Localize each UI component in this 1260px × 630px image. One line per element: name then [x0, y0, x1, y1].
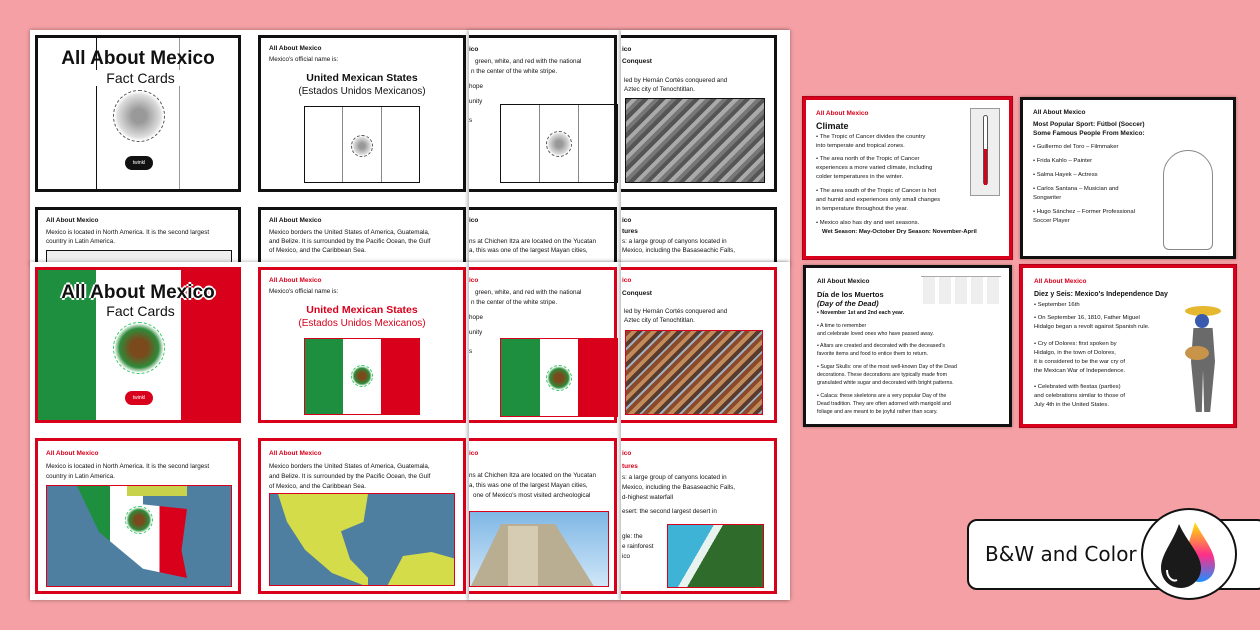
- card-text: Mexico borders the United States of America, Guatemala,: [269, 229, 430, 236]
- card-text: the Mexican War of Independence.: [1034, 368, 1126, 374]
- color-flag-card: [469, 267, 617, 423]
- card-text: • Carlos Santana – Musician and: [1033, 186, 1119, 192]
- card-text: and humid and experiences only small changes: [816, 197, 941, 203]
- card-text: • Celebrated with fiestas (parties): [1034, 384, 1121, 390]
- frida-kahlo-drawing: [1163, 150, 1213, 250]
- coat-of-arms-icon: [546, 131, 572, 157]
- card-header: ico: [469, 217, 479, 224]
- card-text: unity: [469, 329, 483, 336]
- card-text: gle: the: [622, 533, 643, 540]
- color-official-name-card: [258, 267, 466, 423]
- twinkl-logo: twinkl: [125, 391, 153, 405]
- card-text: • Guillermo del Toro – Filmmaker: [1033, 144, 1119, 150]
- card-text: Aztec city of Tenochtitlan.: [624, 317, 695, 324]
- ink-drops-icon: [1141, 508, 1237, 600]
- card-text: granulated white sugar and decorated with bright patterns.: [817, 380, 954, 386]
- card-text: and celebrate loved ones who have passed away.: [817, 331, 934, 337]
- card-text: Songwriter: [1033, 195, 1062, 201]
- color-page-3: [621, 262, 790, 600]
- card-text: hope: [469, 314, 484, 321]
- card-title: Some Famous People From Mexico:: [1033, 130, 1145, 137]
- famous-people-card: [1020, 97, 1236, 259]
- bw-conquest-card: [621, 35, 777, 192]
- official-name: United Mexican States: [306, 304, 418, 316]
- card-text: • On September 16, 1810, Father Miguel: [1034, 315, 1140, 321]
- card-header: ico: [469, 450, 479, 457]
- card-text: • Mexico also has dry and wet seasons.: [816, 220, 920, 226]
- card-text: July 4th in the United States.: [1034, 402, 1109, 408]
- card-text: and celebrations similar to those of: [1034, 393, 1126, 399]
- card-text: and Belize. It is surrounded by the Pacific Ocean, the Gulf: [269, 238, 431, 245]
- card-text: country in Latin America.: [46, 473, 115, 480]
- card-text: a, this was one of the largest Mayan cities,: [469, 247, 588, 254]
- card-text: ns at Chichen Itza are located on the Yucatan: [469, 472, 596, 479]
- central-america-map-image: [269, 493, 455, 586]
- color-page-2: [469, 262, 621, 600]
- card-text: decorations. These decorations are typically made from: [817, 372, 948, 378]
- cover-subtitle: Fact Cards: [106, 303, 175, 319]
- card-text: • Salma Hayek – Actress: [1033, 172, 1098, 178]
- coat-of-arms-icon: [125, 506, 153, 534]
- card-text: Mexico, including the Basaseachic Falls,: [622, 247, 736, 254]
- card-text: Hidalgo, in the town of Dolores,: [1034, 350, 1116, 356]
- card-text: • November 1st and 2nd each year.: [817, 310, 905, 316]
- card-text: into temperate and tropical zones.: [816, 143, 905, 149]
- card-text: • Frida Kahlo – Painter: [1033, 158, 1093, 164]
- bw-official-name-card: [258, 35, 466, 192]
- card-text: Mexico is located in North America. It is the second largest: [46, 463, 210, 470]
- card-header: ico: [622, 46, 632, 53]
- card-text: of Mexico, and the Caribbean Sea.: [269, 247, 366, 254]
- official-name-spanish: (Estados Unidos Mexicanos): [298, 318, 426, 329]
- card-header: All About Mexico: [46, 217, 99, 224]
- official-name-spanish: (Estados Unidos Mexicanos): [298, 86, 426, 97]
- cover-title: All About Mexico: [61, 282, 215, 303]
- card-title: (Day of the Dead): [817, 299, 879, 308]
- card-text: s: a large group of canyons located in: [622, 238, 727, 245]
- card-header: ico: [622, 277, 632, 284]
- card-text: Mexico, including the Basaseachic Falls,: [622, 484, 736, 491]
- card-text: • Cry of Dolores: first spoken by: [1034, 341, 1117, 347]
- card-text: • A time to remember: [817, 323, 867, 329]
- bw-page-3: [621, 30, 790, 265]
- bw-cover-card: [35, 35, 241, 192]
- card-text: foliage and are meant to be joyful rather than scary.: [817, 409, 938, 415]
- card-text: Mexico's official name is:: [269, 56, 339, 63]
- card-text: green, white, and red with the national: [475, 289, 582, 296]
- card-title: tures: [622, 228, 638, 235]
- card-text: in temperature throughout the year.: [816, 206, 909, 212]
- coat-of-arms-icon: [351, 135, 373, 157]
- card-header: All About Mexico: [269, 45, 322, 52]
- card-header: ico: [469, 277, 479, 284]
- color-conquest-card: [621, 267, 777, 423]
- card-text: ico: [622, 553, 631, 560]
- mariachi-figure-icon: [1183, 306, 1223, 416]
- coat-of-arms-icon: [113, 90, 165, 142]
- papel-picado-icon: [921, 276, 1001, 304]
- card-header: All About Mexico: [269, 217, 322, 224]
- coat-of-arms-icon: [351, 365, 373, 387]
- card-text: • Hugo Sánchez – Former Professional: [1033, 209, 1135, 215]
- card-text: Hidalgo began a revolt against Spanish rule.: [1034, 324, 1150, 330]
- coat-of-arms-icon: [113, 322, 165, 374]
- cover-subtitle: Fact Cards: [78, 70, 203, 86]
- seasons-text: Wet Season: May-October Dry Season: November-April: [822, 229, 977, 235]
- card-text: and Belize. It is surrounded by the Pacific Ocean, the Gulf: [269, 473, 431, 480]
- color-chichen-itza-card: [469, 438, 617, 594]
- thermometer-icon: [970, 108, 1000, 196]
- card-text: one of Mexico's most visited archeological: [473, 492, 591, 499]
- card-text: it is considered to be the war cry of: [1034, 359, 1126, 365]
- official-name: United Mexican States: [306, 72, 418, 84]
- color-natural-features-card: [621, 438, 777, 594]
- card-text: a, this was one of the largest Mayan cities,: [469, 482, 588, 489]
- bw-flag-card: [469, 35, 617, 192]
- card-text: • The Tropic of Cancer divides the country: [816, 134, 926, 140]
- card-header: All About Mexico: [269, 450, 322, 457]
- card-text: led by Hernán Cortés conquered and: [624, 77, 728, 84]
- card-header: ico: [469, 46, 479, 53]
- card-text: n the center of the white stripe.: [471, 68, 558, 75]
- cover-title: All About Mexico: [61, 48, 215, 69]
- card-header: ico: [622, 450, 632, 457]
- card-text: d-highest waterfall: [622, 494, 674, 501]
- card-text: favorite items and food to entice them to return.: [817, 351, 928, 357]
- card-header: ico: [622, 217, 632, 224]
- card-text: colder temperatures in the winter.: [816, 174, 904, 180]
- twinkl-logo: twinkl: [125, 156, 153, 170]
- card-header: All About Mexico: [269, 277, 322, 284]
- card-text: esert: the second largest desert in: [622, 508, 717, 515]
- card-text: Dead tradition. They are often adorned with marigold and: [817, 401, 951, 407]
- card-text: country in Latin America.: [46, 238, 115, 245]
- bw-natural-features-card: [621, 207, 777, 265]
- day-of-the-dead-card: [803, 265, 1012, 427]
- card-title: tures: [622, 463, 638, 470]
- card-text: s: [469, 348, 473, 355]
- card-header: All About Mexico: [816, 110, 869, 117]
- color-cover-card: [35, 267, 241, 423]
- card-text: led by Hernán Cortés conquered and: [624, 308, 728, 315]
- card-text: Mexico is located in North America. It is the second largest: [46, 229, 210, 236]
- card-text: n the center of the white stripe.: [471, 299, 558, 306]
- conquest-painting-image: [625, 330, 763, 415]
- card-header: All About Mexico: [1033, 109, 1086, 116]
- card-text: Soccer Player: [1033, 218, 1070, 224]
- card-text: Mexico borders the United States of America, Guatemala,: [269, 463, 430, 470]
- card-text: Mexico's official name is:: [269, 288, 339, 295]
- card-title: Conquest: [622, 58, 652, 65]
- format-label: B&W and Color: [985, 542, 1137, 566]
- climate-card: [803, 97, 1012, 259]
- card-text: ns at Chichen Itza are located on the Yucatan: [469, 238, 596, 245]
- independence-day-card: [1020, 265, 1236, 427]
- mexico-map-image: [46, 485, 232, 587]
- color-location-card: [35, 438, 241, 594]
- card-text: • The area south of the Tropic of Cancer is hot: [816, 188, 937, 194]
- card-text: s: a large group of canyons located in: [622, 474, 727, 481]
- card-text: • September 16th: [1034, 302, 1080, 308]
- card-text: experiences a more varied climate, including: [816, 165, 933, 171]
- card-text: e rainforest: [622, 543, 654, 550]
- card-header: All About Mexico: [46, 450, 99, 457]
- chichen-itza-image: [469, 511, 609, 587]
- card-header: All About Mexico: [1034, 278, 1087, 285]
- card-text: hope: [469, 83, 484, 90]
- card-header: All About Mexico: [817, 278, 870, 285]
- card-text: Aztec city of Tenochtitlan.: [624, 86, 695, 93]
- card-text: • Sugar Skulls: one of the most well-known Day of the Dead: [817, 364, 957, 370]
- card-title: Diez y Seis: Mexico's Independence Day: [1034, 291, 1168, 298]
- card-title: Día de los Muertos: [817, 290, 884, 299]
- bw-page-2: [469, 30, 621, 265]
- card-text: s: [469, 117, 473, 124]
- card-text: • Altars are created and decorated with the deceased's: [817, 343, 946, 349]
- conquest-painting-image: [625, 98, 765, 183]
- coastline-photo-image: [667, 524, 764, 588]
- card-text: of Mexico, and the Caribbean Sea.: [269, 483, 366, 490]
- card-text: unity: [469, 98, 483, 105]
- card-title: Climate: [816, 121, 849, 131]
- coat-of-arms-icon: [546, 365, 572, 391]
- card-text: • The area north of the Tropic of Cancer: [816, 156, 920, 162]
- bw-chichen-itza-card: [469, 207, 617, 265]
- color-borders-card: [258, 438, 466, 594]
- card-text: • Calaca: these skeletons are a very popular Day of the: [817, 393, 947, 399]
- card-title: Conquest: [622, 290, 652, 297]
- card-text: green, white, and red with the national: [475, 58, 582, 65]
- card-title: Most Popular Sport: Fútbol (Soccer): [1033, 121, 1145, 128]
